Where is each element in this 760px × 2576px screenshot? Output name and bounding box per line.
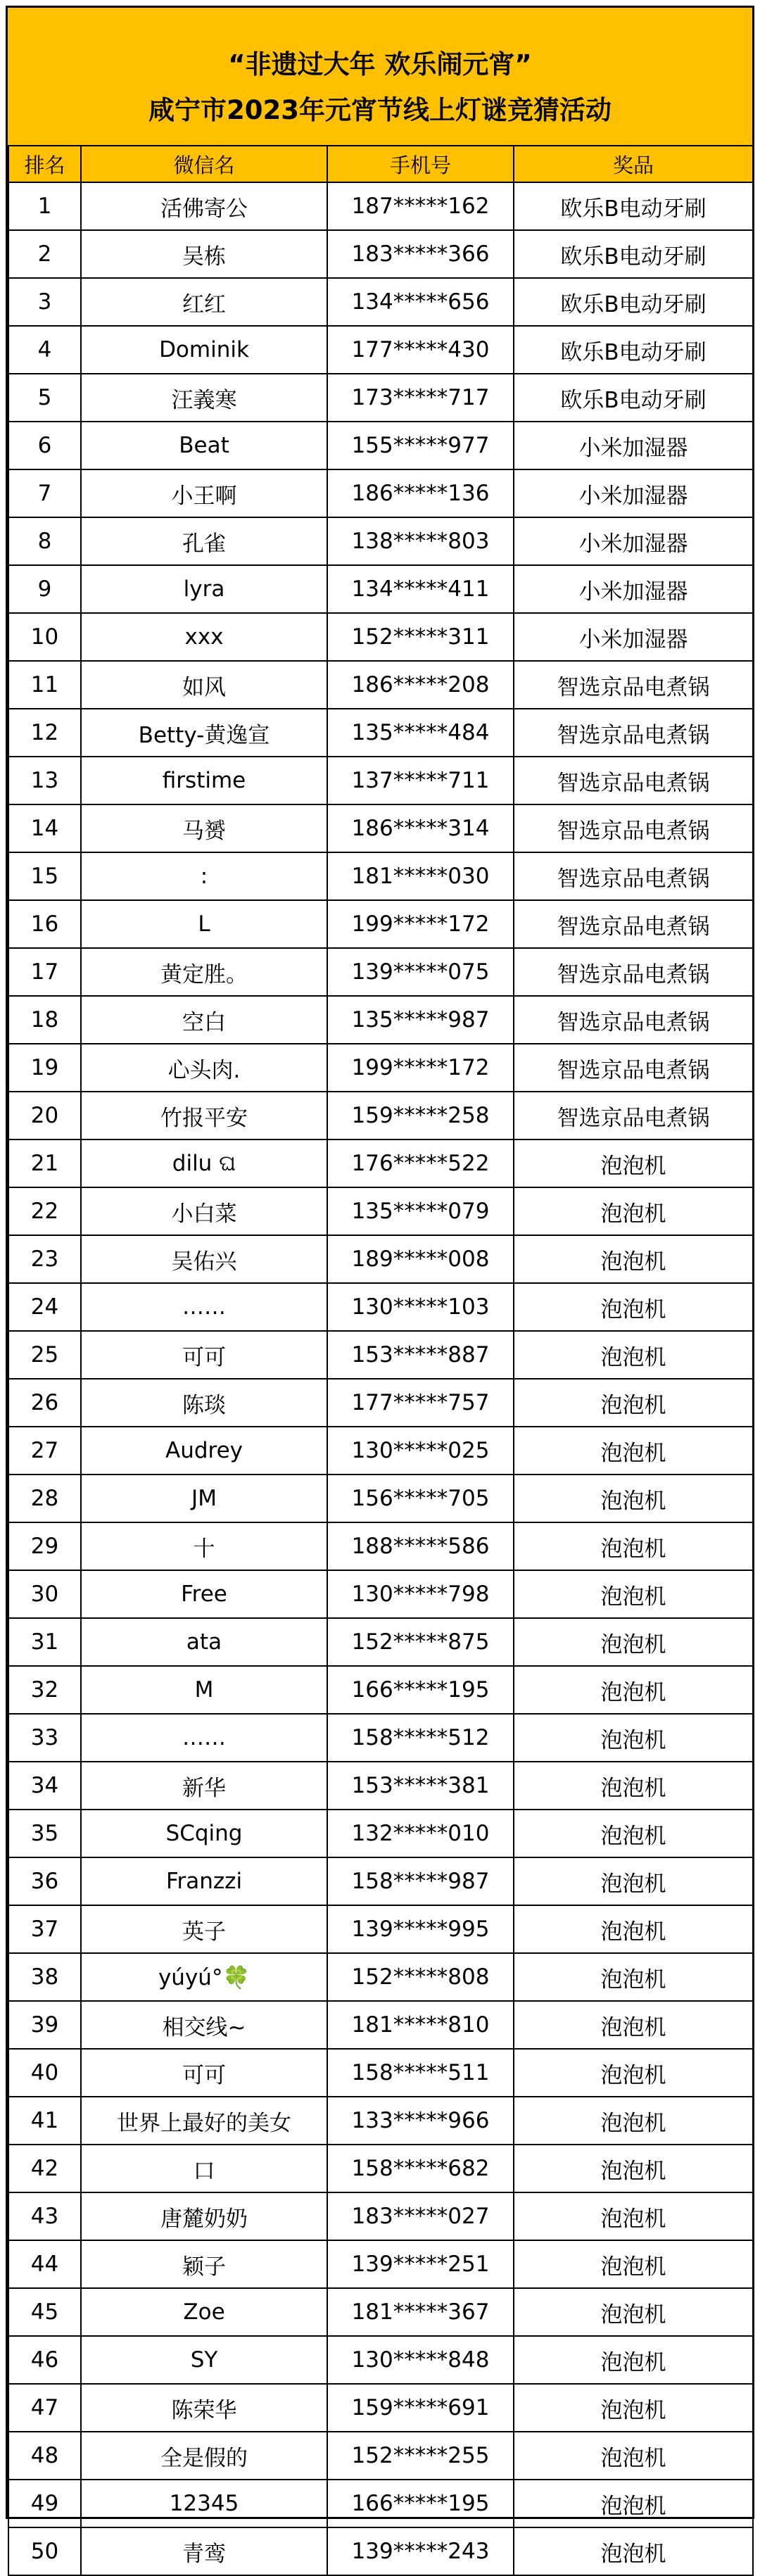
wechat-name-cell: 孔雀 [81, 517, 327, 565]
table-header-row [8, 146, 753, 182]
winners-table [8, 145, 754, 2576]
table-row [8, 1953, 753, 2001]
rank-cell: 8 [8, 517, 81, 565]
table-row [8, 948, 753, 996]
header-phone: 手机号 [327, 146, 514, 182]
prize-cell: 泡泡机 [514, 1235, 753, 1283]
phone-cell: 158*****682 [327, 2145, 514, 2192]
wechat-name-cell: Betty-黄逸宣 [81, 709, 327, 757]
wechat-name-cell: 陈荣华 [81, 2384, 327, 2432]
phone-cell: 189*****008 [327, 1235, 514, 1283]
phone-cell: 186*****136 [327, 469, 514, 517]
phone-cell: 134*****411 [327, 565, 514, 613]
phone-cell: 183*****366 [327, 230, 514, 278]
rank-cell: 25 [8, 1331, 81, 1379]
title-line-1: “非遗过大年 欢乐闹元宵” [228, 49, 532, 80]
phone-cell: 139*****995 [327, 1905, 514, 1953]
table-row [8, 852, 753, 900]
phone-cell: 152*****808 [327, 1953, 514, 2001]
wechat-name-cell: 吴栋 [81, 230, 327, 278]
table-row [8, 182, 753, 230]
phone-cell: 133*****966 [327, 2097, 514, 2145]
phone-cell: 135*****079 [327, 1187, 514, 1235]
phone-cell: 138*****803 [327, 517, 514, 565]
winners-sheet [6, 6, 754, 2567]
prize-cell: 泡泡机 [514, 1475, 753, 1522]
prize-cell: 泡泡机 [514, 1187, 753, 1235]
rank-cell: 21 [8, 1139, 81, 1187]
wechat-name-cell: 吴佑兴 [81, 1235, 327, 1283]
table-row [8, 517, 753, 565]
wechat-name-cell: 马赟 [81, 804, 327, 852]
header-wechat-name: 微信名 [81, 146, 327, 182]
prize-cell: 泡泡机 [514, 1905, 753, 1953]
wechat-name-cell: 世界上最好的美女 [81, 2097, 327, 2145]
rank-cell: 15 [8, 852, 81, 900]
prize-cell: 智选京品电煮锅 [514, 900, 753, 948]
rank-cell: 14 [8, 804, 81, 852]
rank-cell: 24 [8, 1283, 81, 1331]
prize-cell: 泡泡机 [514, 2192, 753, 2240]
rank-cell: 2 [8, 230, 81, 278]
wechat-name-cell: 英子 [81, 1905, 327, 1953]
table-row [8, 422, 753, 469]
rank-cell: 6 [8, 422, 81, 469]
wechat-name-cell: : [81, 852, 327, 900]
phone-cell: 130*****798 [327, 1570, 514, 1618]
prize-cell: 泡泡机 [514, 1522, 753, 1570]
table-row [8, 565, 753, 613]
table-row [8, 709, 753, 757]
prize-cell: 智选京品电煮锅 [514, 661, 753, 709]
prize-cell: 小米加湿器 [514, 565, 753, 613]
rank-cell: 23 [8, 1235, 81, 1283]
prize-cell: 泡泡机 [514, 1331, 753, 1379]
wechat-name-cell: 活佛寄公 [81, 182, 327, 230]
wechat-name-cell: Dominik [81, 326, 327, 374]
wechat-name-cell: 心头肉. [81, 1044, 327, 1092]
wechat-name-cell: SCqing [81, 1810, 327, 1857]
table-row [8, 804, 753, 852]
table-row [8, 2336, 753, 2384]
wechat-name-cell: 唐麓奶奶 [81, 2192, 327, 2240]
prize-cell: 泡泡机 [514, 2145, 753, 2192]
wechat-name-cell: Free [81, 1570, 327, 1618]
table-row [8, 1044, 753, 1092]
prize-cell: 泡泡机 [514, 1810, 753, 1857]
wechat-name-cell: L [81, 900, 327, 948]
prize-cell: 欧乐B电动牙刷 [514, 374, 753, 422]
rank-cell: 49 [8, 2480, 81, 2527]
rank-cell: 47 [8, 2384, 81, 2432]
prize-cell: 小米加湿器 [514, 422, 753, 469]
rank-cell: 41 [8, 2097, 81, 2145]
phone-cell: 166*****195 [327, 2480, 514, 2527]
table-row [8, 757, 753, 804]
table-row [8, 1139, 753, 1187]
wechat-name-cell: 小白菜 [81, 1187, 327, 1235]
prize-cell: 泡泡机 [514, 1666, 753, 1714]
wechat-name-cell: SY [81, 2336, 327, 2384]
prize-cell: 泡泡机 [514, 1570, 753, 1618]
prize-cell: 泡泡机 [514, 2240, 753, 2288]
rank-cell: 43 [8, 2192, 81, 2240]
table-row [8, 1283, 753, 1331]
prize-cell: 泡泡机 [514, 2527, 753, 2575]
table-row [8, 1857, 753, 1905]
rank-cell: 17 [8, 948, 81, 996]
phone-cell: 135*****987 [327, 996, 514, 1044]
rank-cell: 16 [8, 900, 81, 948]
rank-cell: 40 [8, 2049, 81, 2097]
phone-cell: 152*****875 [327, 1618, 514, 1666]
wechat-name-cell: lyra [81, 565, 327, 613]
rank-cell: 37 [8, 1905, 81, 1953]
table-row [8, 661, 753, 709]
rank-cell: 31 [8, 1618, 81, 1666]
wechat-name-cell: firstime [81, 757, 327, 804]
rank-cell: 12 [8, 709, 81, 757]
phone-cell: 156*****705 [327, 1475, 514, 1522]
rank-cell: 29 [8, 1522, 81, 1570]
prize-cell: 欧乐B电动牙刷 [514, 230, 753, 278]
wechat-name-cell: 颖子 [81, 2240, 327, 2288]
wechat-name-cell: 陈琰 [81, 1379, 327, 1427]
phone-cell: 173*****717 [327, 374, 514, 422]
rank-cell: 7 [8, 469, 81, 517]
rank-cell: 42 [8, 2145, 81, 2192]
prize-cell: 泡泡机 [514, 2097, 753, 2145]
table-row [8, 2192, 753, 2240]
table-row [8, 2288, 753, 2336]
header-rank: 排名 [8, 146, 81, 182]
rank-cell: 27 [8, 1427, 81, 1475]
table-row [8, 2049, 753, 2097]
phone-cell: 181*****030 [327, 852, 514, 900]
table-row [8, 2480, 753, 2527]
wechat-name-cell: 汪義寒 [81, 374, 327, 422]
prize-cell: 欧乐B电动牙刷 [514, 278, 753, 326]
prize-cell: 泡泡机 [514, 1762, 753, 1810]
rank-cell: 22 [8, 1187, 81, 1235]
phone-cell: 130*****103 [327, 1283, 514, 1331]
wechat-name-cell: 如风 [81, 661, 327, 709]
table-row [8, 1379, 753, 1427]
rank-cell: 36 [8, 1857, 81, 1905]
table-row [8, 2527, 753, 2575]
table-row [8, 1235, 753, 1283]
phone-cell: 130*****848 [327, 2336, 514, 2384]
rank-cell: 3 [8, 278, 81, 326]
table-row [8, 1331, 753, 1379]
wechat-name-cell: Zoe [81, 2288, 327, 2336]
phone-cell: 199*****172 [327, 1044, 514, 1092]
wechat-name-cell: …… [81, 1283, 327, 1331]
phone-cell: 177*****430 [327, 326, 514, 374]
wechat-name-cell: Franzzi [81, 1857, 327, 1905]
prize-cell: 智选京品电煮锅 [514, 948, 753, 996]
rank-cell: 26 [8, 1379, 81, 1427]
phone-cell: 177*****757 [327, 1379, 514, 1427]
table-row [8, 1618, 753, 1666]
prize-cell: 小米加湿器 [514, 469, 753, 517]
wechat-name-cell: 口 [81, 2145, 327, 2192]
wechat-name-cell: xxx [81, 613, 327, 661]
rank-cell: 50 [8, 2527, 81, 2575]
wechat-name-cell: 十 [81, 1522, 327, 1570]
phone-cell: 176*****522 [327, 1139, 514, 1187]
phone-cell: 199*****172 [327, 900, 514, 948]
rank-cell: 39 [8, 2001, 81, 2049]
prize-cell: 智选京品电煮锅 [514, 1092, 753, 1139]
phone-cell: 186*****314 [327, 804, 514, 852]
table-row [8, 278, 753, 326]
wechat-name-cell: Audrey [81, 1427, 327, 1475]
prize-cell: 泡泡机 [514, 1283, 753, 1331]
rank-cell: 28 [8, 1475, 81, 1522]
table-row [8, 900, 753, 948]
header-prize: 奖品 [514, 146, 753, 182]
prize-cell: 泡泡机 [514, 1714, 753, 1762]
table-body [8, 182, 753, 2575]
table-row [8, 1905, 753, 1953]
prize-cell: 泡泡机 [514, 1427, 753, 1475]
rank-cell: 30 [8, 1570, 81, 1618]
table-row [8, 374, 753, 422]
prize-cell: 智选京品电煮锅 [514, 996, 753, 1044]
table-row [8, 2145, 753, 2192]
wechat-name-cell: 可可 [81, 2049, 327, 2097]
prize-cell: 智选京品电煮锅 [514, 804, 753, 852]
table-row [8, 1666, 753, 1714]
wechat-name-cell: 全是假的 [81, 2432, 327, 2480]
wechat-name-cell: …… [81, 1714, 327, 1762]
prize-cell: 泡泡机 [514, 2288, 753, 2336]
phone-cell: 130*****025 [327, 1427, 514, 1475]
table-row [8, 1810, 753, 1857]
table-row [8, 2384, 753, 2432]
rank-cell: 45 [8, 2288, 81, 2336]
rank-cell: 48 [8, 2432, 81, 2480]
table-row [8, 1570, 753, 1618]
phone-cell: 153*****887 [327, 1331, 514, 1379]
rank-cell: 32 [8, 1666, 81, 1714]
wechat-name-cell: ata [81, 1618, 327, 1666]
phone-cell: 135*****484 [327, 709, 514, 757]
title-line-2: 咸宁市2023年元宵节线上灯谜竞猜活动 [148, 95, 612, 125]
rank-cell: 20 [8, 1092, 81, 1139]
wechat-name-cell: 竹报平安 [81, 1092, 327, 1139]
table-row [8, 1522, 753, 1570]
rank-cell: 46 [8, 2336, 81, 2384]
rank-cell: 11 [8, 661, 81, 709]
phone-cell: 181*****367 [327, 2288, 514, 2336]
prize-cell: 欧乐B电动牙刷 [514, 182, 753, 230]
phone-cell: 132*****010 [327, 1810, 514, 1857]
phone-cell: 158*****511 [327, 2049, 514, 2097]
phone-cell: 166*****195 [327, 1666, 514, 1714]
prize-cell: 泡泡机 [514, 2384, 753, 2432]
phone-cell: 183*****027 [327, 2192, 514, 2240]
phone-cell: 137*****711 [327, 757, 514, 804]
prize-cell: 泡泡机 [514, 1953, 753, 2001]
phone-cell: 186*****208 [327, 661, 514, 709]
prize-cell: 泡泡机 [514, 1139, 753, 1187]
phone-cell: 139*****243 [327, 2527, 514, 2575]
rank-cell: 5 [8, 374, 81, 422]
phone-cell: 181*****810 [327, 2001, 514, 2049]
wechat-name-cell: 黄定胜。 [81, 948, 327, 996]
wechat-name-cell: 青鸾 [81, 2527, 327, 2575]
table-row [8, 2432, 753, 2480]
wechat-name-cell: 空白 [81, 996, 327, 1044]
wechat-name-cell: 12345 [81, 2480, 327, 2527]
prize-cell: 泡泡机 [514, 2336, 753, 2384]
table-row [8, 1187, 753, 1235]
rank-cell: 13 [8, 757, 81, 804]
prize-cell: 泡泡机 [514, 1857, 753, 1905]
phone-cell: 159*****691 [327, 2384, 514, 2432]
rank-cell: 18 [8, 996, 81, 1044]
table-row [8, 1092, 753, 1139]
phone-cell: 153*****381 [327, 1762, 514, 1810]
wechat-name-cell: 红红 [81, 278, 327, 326]
table-row [8, 1427, 753, 1475]
wechat-name-cell: 可可 [81, 1331, 327, 1379]
table-row [8, 1475, 753, 1522]
table-row [8, 326, 753, 374]
prize-cell: 泡泡机 [514, 1379, 753, 1427]
prize-cell: 智选京品电煮锅 [514, 709, 753, 757]
wechat-name-cell: JM [81, 1475, 327, 1522]
table-row [8, 613, 753, 661]
rank-cell: 4 [8, 326, 81, 374]
prize-cell: 智选京品电煮锅 [514, 757, 753, 804]
prize-cell: 小米加湿器 [514, 517, 753, 565]
prize-cell: 泡泡机 [514, 1618, 753, 1666]
wechat-name-cell: Beat [81, 422, 327, 469]
rank-cell: 1 [8, 182, 81, 230]
phone-cell: 187*****162 [327, 182, 514, 230]
prize-cell: 泡泡机 [514, 2480, 753, 2527]
table-row [8, 2240, 753, 2288]
phone-cell: 188*****586 [327, 1522, 514, 1570]
rank-cell: 38 [8, 1953, 81, 2001]
phone-cell: 155*****977 [327, 422, 514, 469]
rank-cell: 33 [8, 1714, 81, 1762]
table-row [8, 996, 753, 1044]
prize-cell: 泡泡机 [514, 2049, 753, 2097]
rank-cell: 44 [8, 2240, 81, 2288]
rank-cell: 19 [8, 1044, 81, 1092]
wechat-name-cell: yúyú°🍀 [81, 1953, 327, 2001]
title-block [8, 8, 752, 147]
prize-cell: 泡泡机 [514, 2432, 753, 2480]
phone-cell: 159*****258 [327, 1092, 514, 1139]
table-row [8, 1714, 753, 1762]
table-row [8, 469, 753, 517]
prize-cell: 欧乐B电动牙刷 [514, 326, 753, 374]
wechat-name-cell: dilu ଘ [81, 1139, 327, 1187]
prize-cell: 智选京品电煮锅 [514, 852, 753, 900]
phone-cell: 152*****255 [327, 2432, 514, 2480]
rank-cell: 9 [8, 565, 81, 613]
phone-cell: 158*****987 [327, 1857, 514, 1905]
phone-cell: 139*****251 [327, 2240, 514, 2288]
phone-cell: 134*****656 [327, 278, 514, 326]
prize-cell: 小米加湿器 [514, 613, 753, 661]
rank-cell: 34 [8, 1762, 81, 1810]
wechat-name-cell: M [81, 1666, 327, 1714]
prize-cell: 智选京品电煮锅 [514, 1044, 753, 1092]
table-row [8, 2097, 753, 2145]
wechat-name-cell: 相交线~ [81, 2001, 327, 2049]
table-row [8, 1762, 753, 1810]
table-row [8, 2001, 753, 2049]
wechat-name-cell: 新华 [81, 1762, 327, 1810]
rank-cell: 10 [8, 613, 81, 661]
phone-cell: 152*****311 [327, 613, 514, 661]
prize-cell: 泡泡机 [514, 2001, 753, 2049]
table-row [8, 230, 753, 278]
phone-cell: 158*****512 [327, 1714, 514, 1762]
wechat-name-cell: 小王啊 [81, 469, 327, 517]
phone-cell: 139*****075 [327, 948, 514, 996]
rank-cell: 35 [8, 1810, 81, 1857]
